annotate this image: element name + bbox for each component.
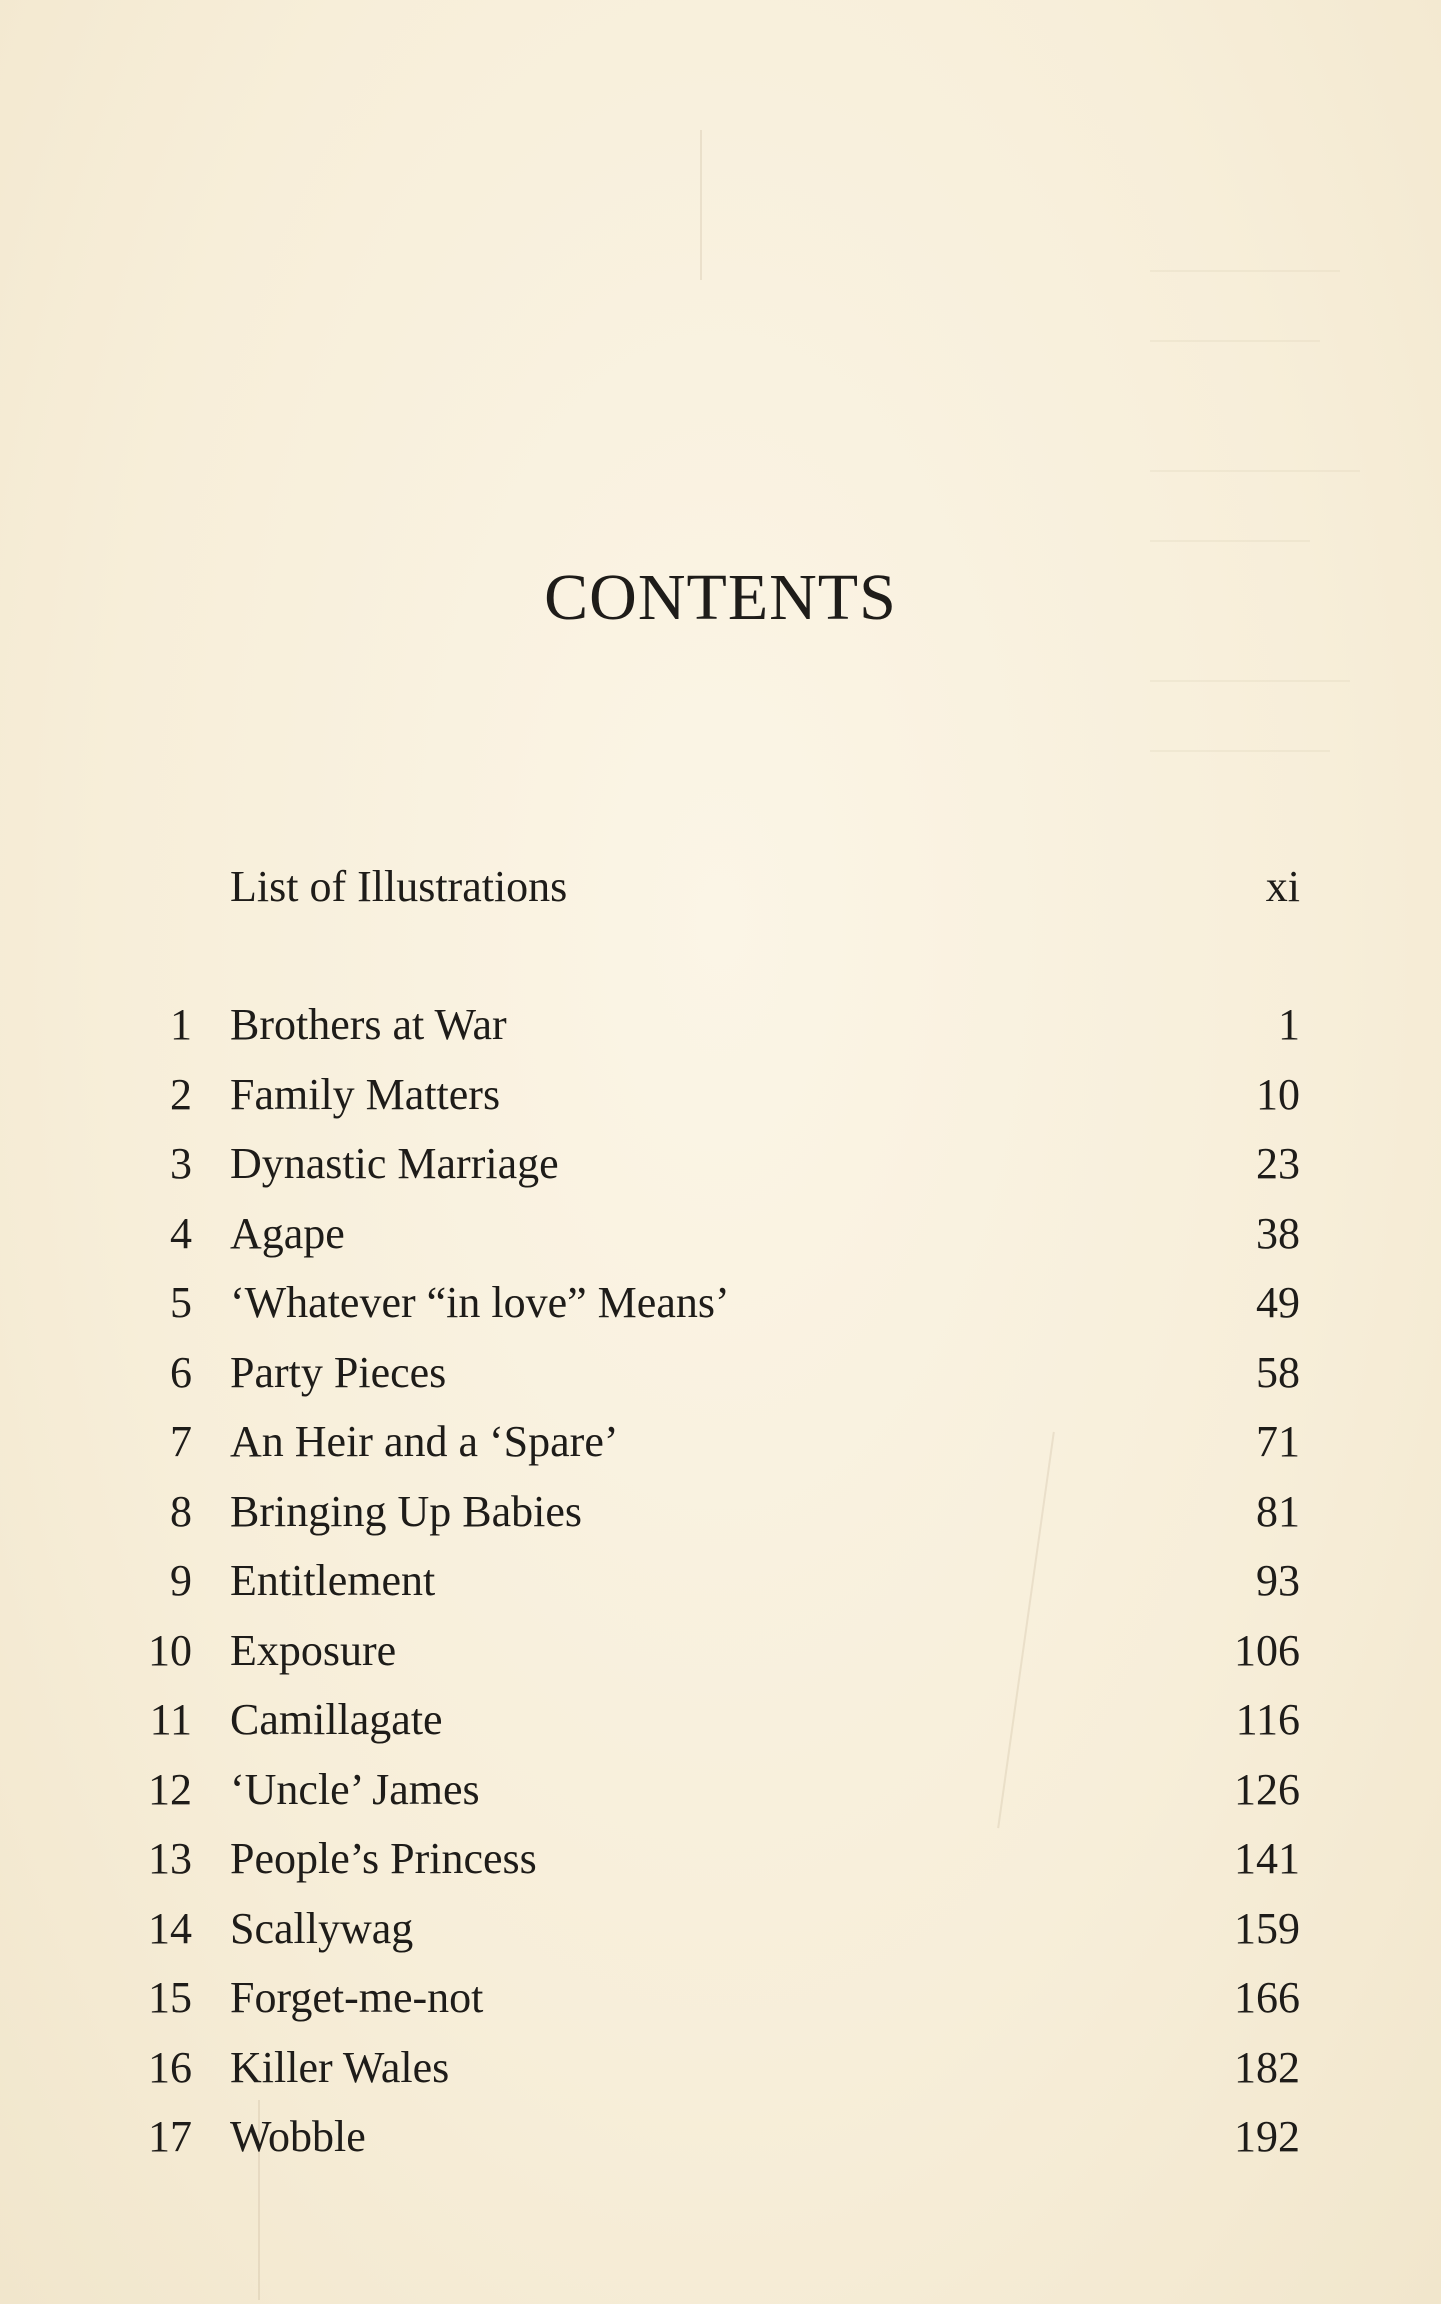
bleed-mark xyxy=(1150,540,1310,542)
chapter-title: Brothers at War xyxy=(230,1000,507,1049)
toc-entry xyxy=(120,2107,1300,2167)
paper-crease xyxy=(700,130,702,280)
chapter-number: 13 xyxy=(148,1834,192,1883)
bleed-mark xyxy=(1150,470,1360,472)
chapter-title: Camillagate xyxy=(230,1695,443,1744)
page-number: 10 xyxy=(1256,1070,1300,1119)
toc-entry xyxy=(120,1690,1300,1750)
toc-entry xyxy=(120,1065,1300,1125)
bleed-mark xyxy=(1150,270,1340,272)
chapter-number: 6 xyxy=(170,1348,192,1397)
bleed-mark xyxy=(1150,750,1330,752)
bleed-mark xyxy=(1150,680,1350,682)
page-number: 192 xyxy=(1234,2112,1300,2161)
toc-entry xyxy=(120,1968,1300,2028)
toc-entry xyxy=(120,995,1300,1055)
page-number: xi xyxy=(1265,862,1300,911)
front-matter-entry xyxy=(120,857,1300,917)
chapter-number: 17 xyxy=(148,2112,192,2161)
chapter-number: 8 xyxy=(170,1487,192,1536)
chapter-title: Killer Wales xyxy=(230,2043,450,2092)
chapter-number: 9 xyxy=(170,1556,192,1605)
chapter-number: 2 xyxy=(170,1070,192,1119)
chapter-title: Scallywag xyxy=(230,1904,414,1953)
page-number: 141 xyxy=(1234,1834,1300,1883)
page-number: 182 xyxy=(1234,2043,1300,2092)
bleed-mark xyxy=(1150,340,1320,342)
chapter-number: 15 xyxy=(148,1973,192,2022)
chapter-title: Party Pieces xyxy=(230,1348,447,1397)
page-number: 106 xyxy=(1234,1626,1300,1675)
page-title: CONTENTS xyxy=(544,561,897,634)
chapter-number: 16 xyxy=(148,2043,192,2092)
chapter-title: ‘Whatever “in love” Means’ xyxy=(230,1278,730,1327)
chapter-title: Entitlement xyxy=(230,1556,436,1605)
chapter-number: 7 xyxy=(170,1417,192,1466)
toc-entry xyxy=(120,1482,1300,1542)
chapter-number: 14 xyxy=(148,1904,192,1953)
chapter-number: 1 xyxy=(170,1000,192,1049)
chapter-number: 10 xyxy=(148,1626,192,1675)
chapter-title: Dynastic Marriage xyxy=(230,1139,559,1188)
toc-entry xyxy=(120,1829,1300,1889)
page-number: 1 xyxy=(1278,1000,1300,1049)
chapter-number: 12 xyxy=(148,1765,192,1814)
page-number: 166 xyxy=(1234,1973,1300,2022)
chapter-title: Forget-me-not xyxy=(230,1973,484,2022)
chapter-title: Wobble xyxy=(230,2112,366,2161)
chapter-title: Exposure xyxy=(230,1626,397,1675)
toc-entry xyxy=(120,1412,1300,1472)
chapter-title: An Heir and a ‘Spare’ xyxy=(230,1417,619,1466)
chapter-title: People’s Princess xyxy=(230,1834,537,1883)
page-number: 49 xyxy=(1256,1278,1300,1327)
toc-entry xyxy=(120,1551,1300,1611)
page-number: 116 xyxy=(1235,1695,1300,1744)
page-number: 159 xyxy=(1234,1904,1300,1953)
toc-entry xyxy=(120,1273,1300,1333)
toc-entry xyxy=(120,1621,1300,1681)
page-number: 126 xyxy=(1234,1765,1300,1814)
page-number: 23 xyxy=(1256,1139,1300,1188)
toc-entry xyxy=(120,1899,1300,1959)
chapter-number: 3 xyxy=(170,1139,192,1188)
chapter-number: 5 xyxy=(170,1278,192,1327)
toc-entry xyxy=(120,1134,1300,1194)
toc-entry xyxy=(120,1760,1300,1820)
chapter-title: Family Matters xyxy=(230,1070,501,1119)
toc-entry xyxy=(120,1343,1300,1403)
page-number: 38 xyxy=(1256,1209,1300,1258)
toc-entry xyxy=(120,2038,1300,2098)
chapter-title: Bringing Up Babies xyxy=(230,1487,582,1536)
chapter-title: ‘Uncle’ James xyxy=(230,1765,480,1814)
toc-entry xyxy=(120,1204,1300,1264)
chapter-number: 11 xyxy=(149,1695,192,1744)
page-number: 71 xyxy=(1256,1417,1300,1466)
page-number: 81 xyxy=(1256,1487,1300,1536)
chapter-title: List of Illustrations xyxy=(230,862,568,911)
chapter-title: Agape xyxy=(230,1209,345,1258)
page-number: 93 xyxy=(1256,1556,1300,1605)
chapter-number: 4 xyxy=(170,1209,192,1258)
page-number: 58 xyxy=(1256,1348,1300,1397)
